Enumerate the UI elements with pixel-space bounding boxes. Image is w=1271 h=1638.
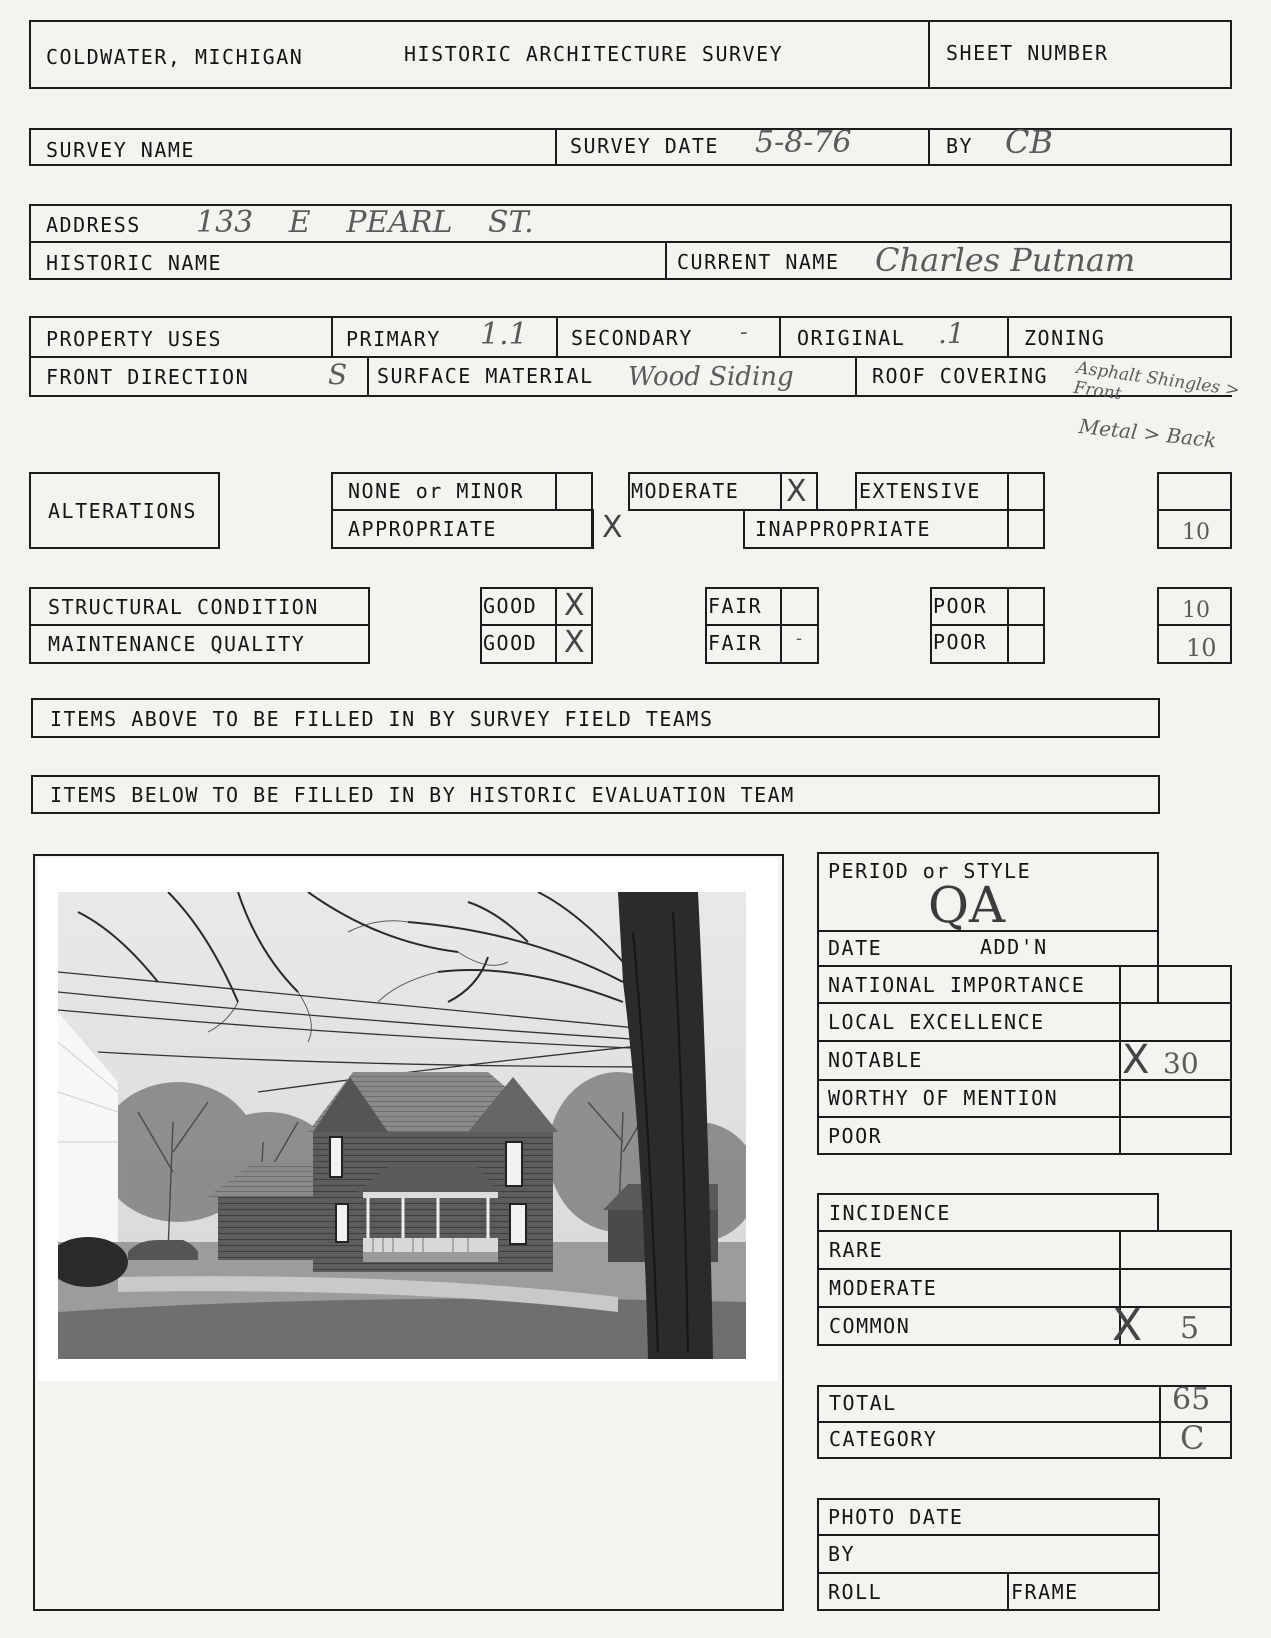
incidence-common-label: COMMON [829, 1314, 911, 1338]
roof-covering-label: ROOF COVERING [872, 364, 1049, 388]
current-name-value: Charles Putnam [875, 241, 1136, 279]
property-uses-label: PROPERTY USES [46, 327, 223, 351]
maintenance-poor-label: POOR [933, 630, 988, 654]
alt-inappropriate-label: INAPPROPRIATE [755, 517, 932, 541]
local-excellence-label: LOCAL EXCELLENCE [828, 1010, 1045, 1034]
city-label: COLDWATER, MICHIGAN [46, 45, 304, 69]
maintenance-fair-label: FAIR [708, 631, 763, 655]
alt-appropriate-mark: X [602, 510, 623, 545]
worthy-of-mention-label: WORTHY OF MENTION [828, 1086, 1059, 1110]
structural-score: 10 [1182, 598, 1210, 623]
photo-frame-label: FRAME [1011, 1580, 1079, 1604]
alt-appropriate-label: APPROPRIATE [348, 517, 497, 541]
incidence-rare-label: RARE [829, 1238, 884, 1262]
original-value: .1 [938, 317, 965, 350]
photo-by-label: BY [828, 1542, 856, 1566]
by-value: CB [1005, 123, 1053, 161]
structural-poor-label: POOR [933, 594, 988, 618]
maintenance-quality-label: MAINTENANCE QUALITY [48, 632, 306, 656]
eval-poor-label: POOR [828, 1124, 883, 1148]
incidence-label: INCIDENCE [829, 1201, 951, 1225]
photo-date-label: PHOTO DATE [828, 1505, 964, 1529]
sheet-number-label: SHEET NUMBER [946, 41, 1109, 65]
alt-moderate-label: MODERATE [631, 479, 740, 503]
alt-none-minor-label: NONE or MINOR [348, 479, 525, 503]
original-label: ORIGINAL [797, 326, 906, 350]
maintenance-good-label: GOOD [483, 631, 538, 655]
zoning-label: ZONING [1024, 326, 1106, 350]
category-label: CATEGORY [829, 1427, 938, 1451]
maintenance-fair-mark: - [796, 628, 803, 649]
surface-material-label: SURFACE MATERIAL [377, 364, 594, 388]
current-name-label: CURRENT NAME [677, 250, 840, 274]
alt-score-value: 10 [1182, 520, 1210, 545]
notable-label: NOTABLE [828, 1048, 923, 1072]
secondary-value: - [740, 320, 748, 345]
address-value: 133 E PEARL ST. [196, 205, 534, 240]
period-style-value: QA [928, 876, 1006, 934]
alterations-label: ALTERATIONS [48, 499, 197, 523]
front-direction-label: FRONT DIRECTION [46, 365, 250, 389]
structural-good-label: GOOD [483, 594, 538, 618]
primary-label: PRIMARY [346, 327, 441, 351]
historic-name-label: HISTORIC NAME [46, 251, 223, 275]
maintenance-good-mark: X [564, 625, 585, 660]
evaluation-team-note: ITEMS BELOW TO BE FILLED IN BY HISTORIC EVALUATION TEAM [50, 783, 795, 807]
survey-date-value: 5-8-76 [755, 125, 852, 160]
category-value: C [1180, 1419, 1205, 1457]
secondary-label: SECONDARY [571, 326, 693, 350]
maintenance-score: 10 [1186, 634, 1217, 662]
addn-label: ADD'N [980, 935, 1048, 959]
structural-good-mark: X [564, 588, 585, 623]
survey-title: HISTORIC ARCHITECTURE SURVEY [404, 42, 784, 66]
front-direction-value: S [328, 358, 348, 391]
surface-material-value: Wood Siding [628, 362, 794, 392]
notable-score: 30 [1163, 1047, 1199, 1080]
house-photo [58, 892, 746, 1359]
alt-moderate-mark: X [786, 474, 807, 509]
eval-date-label: DATE [828, 936, 883, 960]
notable-mark: X [1122, 1037, 1150, 1083]
roof-note-front: Asphalt Shingles > Front [1072, 358, 1241, 405]
by-label: BY [946, 134, 974, 158]
survey-date-label: SURVEY DATE [570, 134, 719, 158]
common-score: 5 [1180, 1311, 1200, 1346]
alt-extensive-label: EXTENSIVE [859, 479, 981, 503]
field-teams-note: ITEMS ABOVE TO BE FILLED IN BY SURVEY FIELD TEAMS [50, 707, 714, 731]
national-importance-label: NATIONAL IMPORTANCE [828, 973, 1086, 997]
photo-roll-label: ROLL [828, 1580, 883, 1604]
address-label: ADDRESS [46, 213, 141, 237]
roof-note-back: Metal > Back [1077, 414, 1218, 453]
structural-condition-label: STRUCTURAL CONDITION [48, 595, 319, 619]
incidence-moderate-label: MODERATE [829, 1276, 938, 1300]
common-mark: X [1112, 1300, 1143, 1351]
total-value: 65 [1172, 1382, 1211, 1417]
structural-fair-label: FAIR [708, 594, 763, 618]
period-style-label: PERIOD or STYLE [828, 859, 1032, 883]
primary-value: 1.1 [480, 317, 528, 352]
survey-name-label: SURVEY NAME [46, 138, 195, 162]
total-label: TOTAL [829, 1391, 897, 1415]
